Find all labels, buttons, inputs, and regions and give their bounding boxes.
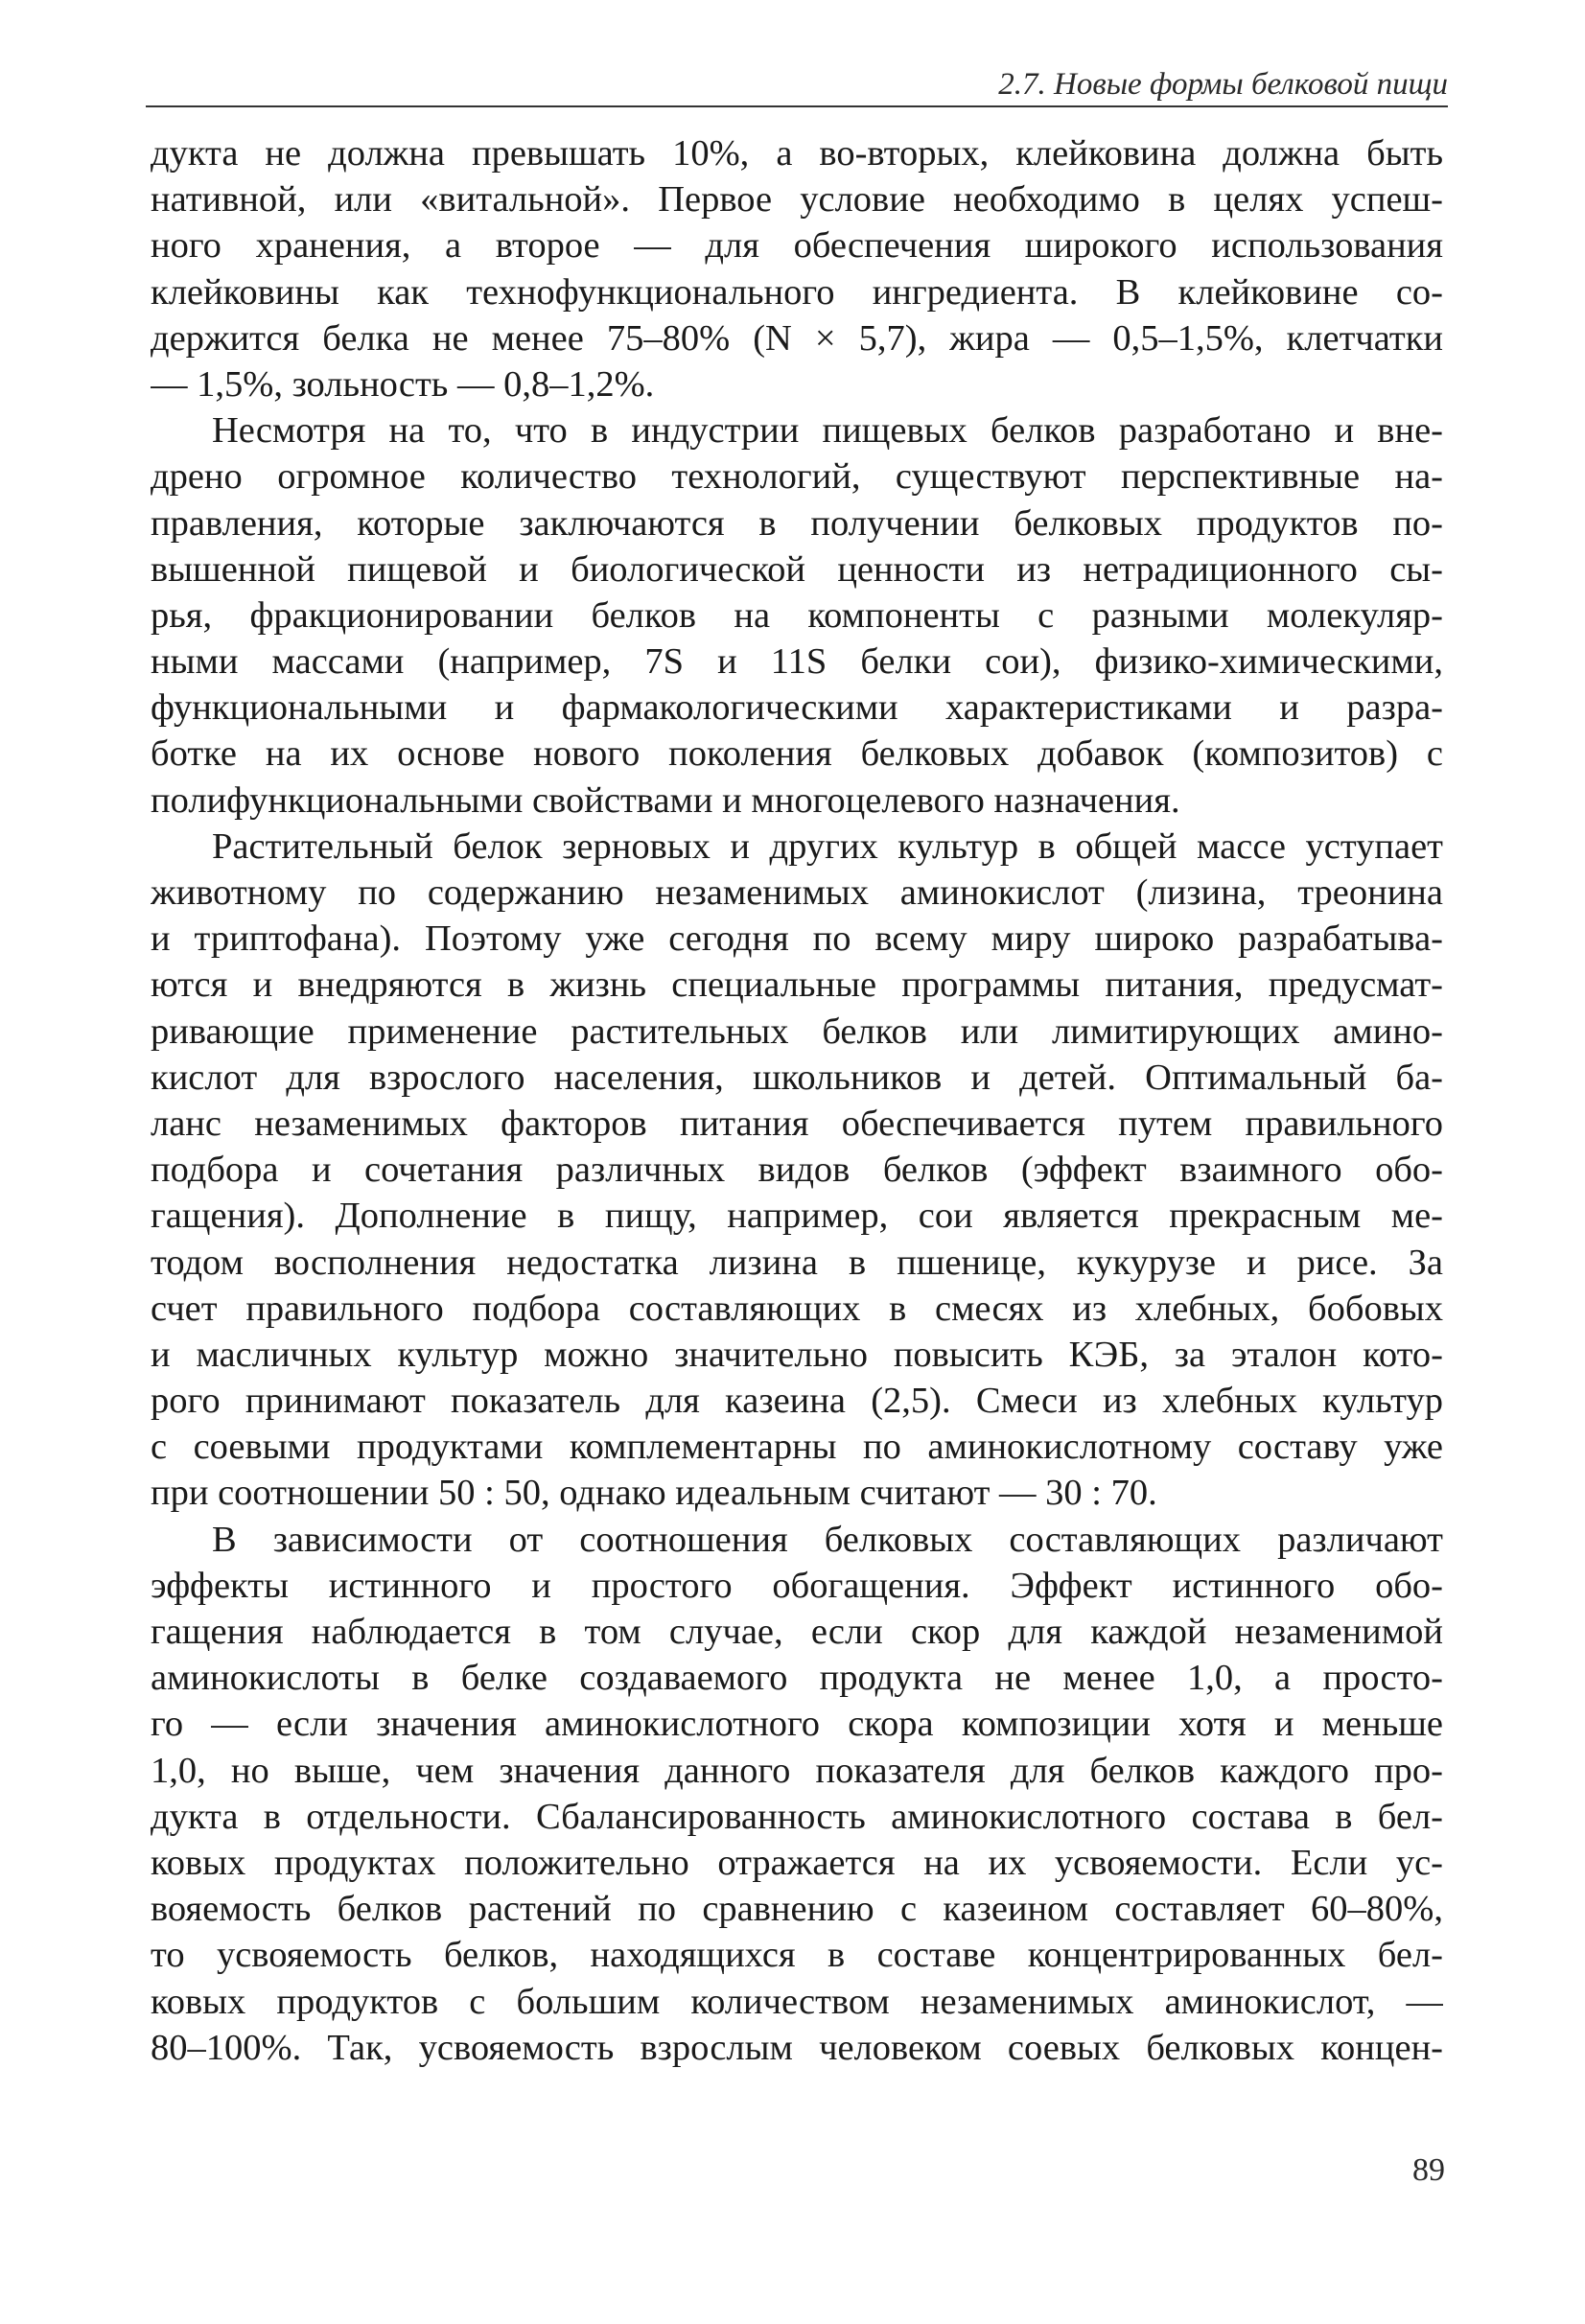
text-line: ланс незаменимых факторов питания обеспечивается путем правильного	[151, 1103, 1443, 1144]
text-line: дукта в отдельности. Сбалансированность аминокислотного состава в бел-	[151, 1796, 1443, 1837]
text-line: ботке на их основе нового поколения белковых добавок (композитов) с	[151, 733, 1443, 775]
running-head-title: 2.7. Новые формы белковой пищи	[998, 67, 1448, 102]
text-line: вышенной пищевой и биологической ценности из нетрадиционного сы-	[151, 548, 1443, 590]
text-line: гащения). Дополнение в пищу, например, сои является прекрасным ме-	[151, 1196, 1443, 1237]
text-line: подбора и сочетания различных видов белков (эффект взаимного обо-	[151, 1150, 1443, 1191]
text-line: 1,0, но выше, чем значения данного показателя для белков каждого про-	[151, 1750, 1443, 1791]
text-line: Несмотря на то, что в индустрии пищевых белков разработано и вне-	[212, 410, 1443, 452]
text-line: при соотношении 50 : 50, однако идеальным считают — 30 : 70.	[151, 1473, 1157, 1514]
running-head	[146, 63, 1448, 107]
text-line: — 1,5%, зольность — 0,8–1,2%.	[151, 363, 655, 405]
text-line: гащения наблюдается в том случае, если скор для каждой незаменимой	[151, 1612, 1443, 1652]
text-line: нативной, или «витальной». Первое условие необходимо в целях успеш-	[151, 179, 1443, 221]
text-line: го — если значения аминокислотного скора композиции хотя и меньше	[151, 1704, 1443, 1745]
text-line: ковых продуктах положительно отражается на их усвояемости. Если ус-	[151, 1842, 1443, 1883]
text-line: ного хранения, а второе — для обеспечения широкого использования	[151, 225, 1443, 267]
text-line: правления, которые заключаются в получении белковых продуктов по-	[151, 502, 1443, 544]
text-line: полифункциональными свойствами и многоцелевого назначения.	[151, 779, 1180, 821]
text-line: эффекты истинного и простого обогащения. Эффект истинного обо-	[151, 1565, 1443, 1606]
text-line: рого принимают показатель для казеина (2,5). Смеси из хлебных культур	[151, 1381, 1443, 1422]
text-line: 80–100%. Так, усвояемость взрослым человеком соевых белковых концен-	[151, 2027, 1443, 2068]
text-line: держится белка не менее 75–80% (N × 5,7), жира — 0,5–1,5%, клетчатки	[151, 317, 1443, 359]
text-line: с соевыми продуктами комплементарны по аминокислотному составу уже	[151, 1427, 1443, 1468]
text-line: вояемость белков растений по сравнению с казеином составляет 60–80%,	[151, 1889, 1443, 1930]
text-line: рья, фракционировании белков на компоненты с разными молекуляр-	[151, 594, 1443, 636]
text-line: кислот для взрослого населения, школьников и детей. Оптимальный ба-	[151, 1057, 1443, 1098]
body-text	[151, 130, 1443, 2071]
text-line: счет правильного подбора составляющих в смесях из хлебных, бобовых	[151, 1288, 1443, 1329]
text-line: и триптофана). Поэтому уже сегодня по всему миру широко разрабатыва-	[151, 918, 1443, 960]
text-line: ковых продуктов с большим количеством незаменимых аминокислот, —	[151, 1981, 1443, 2022]
text-line: животному по содержанию незаменимых аминокислот (лизина, треонина	[151, 872, 1443, 913]
text-line: дрено огромное количество технологий, существуют перспективные на-	[151, 456, 1443, 498]
text-line: функциональными и фармакологическими характеристиками и разра-	[151, 687, 1443, 729]
text-line: дукта не должна превышать 10%, а во-вторых, клейковина должна быть	[151, 133, 1443, 174]
text-line: то усвояемость белков, находящихся в составе концентрированных бел-	[151, 1935, 1443, 1976]
text-line: ривающие применение растительных белков или лимитирующих амино-	[151, 1011, 1443, 1052]
text-line: аминокислоты в белке создаваемого продукта не менее 1,0, а просто-	[151, 1658, 1443, 1699]
text-line: тодом восполнения недостатка лизина в пшенице, кукурузе и рисе. За	[151, 1242, 1443, 1283]
text-line: В зависимости от соотношения белковых составляющих различают	[212, 1519, 1443, 1560]
text-line: ными массами (например, 7S и 11S белки сои), физико-химическими,	[151, 641, 1443, 683]
text-line: клейковины как технофункционального ингредиента. В клейковине со-	[151, 271, 1443, 313]
text-line: ются и внедряются в жизнь специальные программы питания, предусмат-	[151, 964, 1443, 1006]
text-line: и масличных культур можно значительно повысить КЭБ, за эталон кото-	[151, 1334, 1443, 1375]
text-line: Растительный белок зерновых и других культур в общей массе уступает	[212, 825, 1443, 867]
page-number: 89	[1412, 2152, 1445, 2188]
